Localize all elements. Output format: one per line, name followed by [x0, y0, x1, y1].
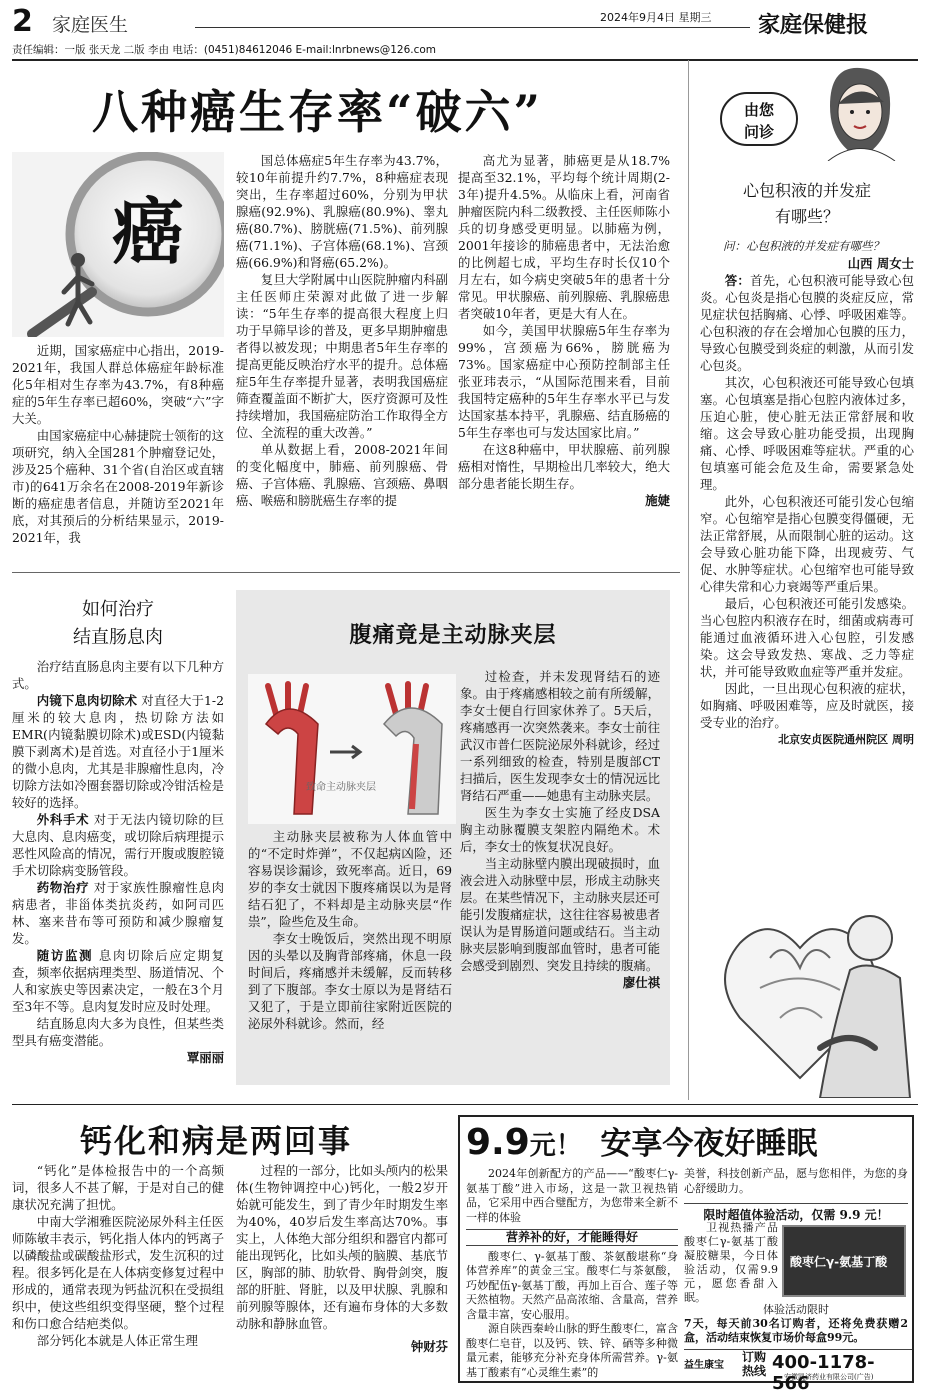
ad-order-label-2: 热线	[742, 1364, 767, 1378]
header-rule	[195, 27, 750, 28]
ad-product-text	[684, 1221, 778, 1303]
polyp-body	[12, 658, 224, 1098]
ad-limit: 7天，每天前30名订购者，还将免费获赠2盒，活动结束恢复市场价每盒99元。	[684, 1317, 908, 1344]
aorta-author: 廖仕祺	[622, 975, 660, 990]
calc-paragraph: “钙化”是体检报告中的一个高频词，很多人不甚了解，于是对自己的健康状况充满了担忧。	[12, 1163, 224, 1212]
lead-col-1	[12, 342, 224, 552]
lead-title: 八种癌生存率“破六”	[92, 85, 543, 139]
qa-title-line2: 有哪些？	[774, 207, 839, 226]
ad-price-line: 9.9元！ 安享今夜好睡眠	[466, 1122, 818, 1163]
qa-answer-label: 答：	[724, 273, 751, 288]
ad-order-label-1: 订购	[742, 1350, 767, 1364]
ad-product-desc: 卫视热播产品酸枣仁γ-氨基丁酸凝胶糖果，今日体验活动，仅需9.9元，愿您香甜入眠。	[684, 1221, 778, 1303]
bottom-divider	[12, 1104, 918, 1105]
calc-paragraph: 部分钙化本就是人体正常生理	[36, 1333, 198, 1348]
ad-promo: 限时超值体验活动，仅需 9.9 元！	[684, 1203, 908, 1223]
ad-order-label	[742, 1350, 766, 1378]
ad-body: 酸枣仁、γ-氨基丁酸、茶氨酸堪称“身体营养库”的黄金三宝。酸枣仁与茶氨酸，巧妙配伍γ-氨基丁酸，再加上百合、莲子等天然植物。天然产品高浓缩、含量高，营养含量丰富，安心服用。	[466, 1249, 678, 1321]
polyp-item-text: 息肉切除后应定期复查，频率依据病理类型、肠道情况、个人和家族史等因素决定，一般在3个月至3年不等。息肉复发时应及时处理。	[12, 948, 224, 1014]
ad-product-box	[782, 1225, 906, 1297]
qa-badge	[720, 92, 798, 146]
ad-slogan: 安享今夜好睡眠	[600, 1126, 818, 1162]
cancer-character: 癌	[112, 189, 185, 274]
lead-paragraph: 国总体癌症5年生存率为43.7%，较10年前提升约7.7%，8种癌症表现突出，生存率超过60%，分别为甲状腺癌(92.9%)、乳腺癌(80.9%)、睾丸癌(80.7%)、膀胱癌(71.5%)、前列腺癌(71.1%)、子宫体癌(68.1%)、宫颈癌(66.9%)和肾癌(65.2%)。	[236, 153, 448, 270]
qa-answer: 此外，心包积液还可能引发心包缩窄。心包缩窄是指心包膜变得僵硬，无法正常舒展，从而限制心脏的运动。这会导致心脏功能下降，出现疲劳、气促、水肿等症状。心包缩窄也可能导致心律失常和心力衰竭等严重后果。	[700, 494, 914, 594]
calc-col-1	[12, 1162, 224, 1384]
heart-pain-illustration	[700, 898, 914, 1098]
polyp-item-label: 外科手术	[36, 812, 90, 827]
page-number: 2	[12, 4, 33, 39]
ad-time-label: 体验活动限时	[763, 1303, 829, 1316]
qa-asker: 山西 周女士	[847, 256, 914, 271]
aorta-col-left	[248, 828, 452, 1078]
ad-price-unit: 元	[529, 1131, 556, 1161]
qa-title-line1: 心包积液的并发症	[742, 181, 871, 200]
polyp-author: 覃丽丽	[186, 1050, 224, 1065]
aorta-paragraph: 李女士晚饭后，突然出现不明原因的头晕以及胸背部疼痛，休息一段时间后，疼痛感并未缓解，反而转移到了下腹部。李女士原以为是肾结石又犯了，于是立即前往家附近医院的泌尿外科就诊。然而，经	[248, 931, 452, 1031]
qa-badge-line1: 由您	[743, 101, 774, 119]
lead-paragraph: 在这8种癌中，甲状腺癌、前列腺癌相对惰性，早期检出几率较大，绝大部分患者能长期生存。	[458, 442, 670, 491]
ad-subtitle: 营养补的好，才能睡得好	[466, 1229, 678, 1246]
qa-answer: 首先，心包积液可能导致心包炎。心包炎是指心包膜的炎症反应，常见症状包括胸痛、心悸、呼吸困难等。心包积液的存在会增加心包膜的压力，导致心包膜受到炎症的刺激，从而引发心包炎。	[700, 273, 914, 373]
calc-col-2	[236, 1162, 448, 1384]
aorta-figure-caption: 致命主动脉夹层	[306, 782, 376, 793]
lead-paragraph: 高尤为显著，肺癌更是从18.7%提高至32.1%，平均每个统计周期(2-3年)提升4.5%。从临床上看，河南省肿瘤医院内科二级教授、主任医师陈小兵的切身感受更明显。以肺癌为例，2001年接诊的肺癌患者中，无法治愈的比例超七成，平均生存时长仅10个月左右，如今病史突破5年的患者十分常见。甲状腺癌、前列腺癌、乳腺癌患者突破10年者，更是大有人在。	[458, 153, 670, 321]
qa-question: 问：心包积液的并发症有哪些？	[723, 239, 884, 253]
calc-paragraph: 中南大学湘雅医院泌尿外科主任医师陈敏丰表示，钙化指人体内的钙离子以磷酸盐或碳酸盐形式，发生沉积的过程。很多钙化是在人体病变修复过程中形成的，通常表现为钙盐沉积在受损组织中，使这些组织变得坚硬，整个过程和伤口愈合结疤类似。	[12, 1214, 224, 1331]
ad-body: 源自陕西秦岭山脉的野生酸枣仁，富含酸枣仁皂苷，以及钙、铁、锌、硒等多种微量元素，能够充分补充身体所需营养。γ-氨基丁酸素有“心灵维生素”的	[466, 1322, 678, 1379]
lead-author: 施婕	[645, 493, 670, 508]
aorta-figure	[248, 674, 456, 824]
qa-body	[700, 238, 914, 883]
polyp-item-label: 随访监测	[36, 948, 94, 963]
calc-paragraph: 过程的一部分，比如头颅内的松果体(生物钟调控中心)钙化，一般2岁开始就可能发生，到了青少年时期发生率为40%，40岁后发生率高达70%。事实上，人体绝大部分组织和器官内都可能出现钙化，比如头颅的脑膜、基底节区，胸部的肺、肋软骨、胸骨剑突，腹部的肝脏、肾脏，以及甲状腺、乳腺和前列腺等腺体，还有遍布身体的大多数动脉和静脉血管。	[236, 1163, 448, 1331]
aorta-col-right	[460, 668, 660, 1078]
ad-brand: 益生康宝	[684, 1360, 724, 1371]
ad-company: 安徽凯济药业有限公司(广告)	[784, 1373, 874, 1381]
section-title: 家庭医生	[52, 14, 129, 36]
polyp-outro: 结直肠息肉大多为良性，但某些类型具有癌变潜能。	[12, 1016, 224, 1048]
calc-author: 钟财芬	[410, 1339, 448, 1354]
ad-right-top: 美誉，科技创新产品，愿与您相伴，为您的身心舒缓助力。	[684, 1167, 908, 1195]
aorta-paragraph: 过检查，并未发现肾结石的迹象。由于疼痛感相较之前有所缓解，李女士便自行回家休养了。5天后，疼痛感再一次突然袭来。李女士前往武汉市普仁医院泌尿外科就诊，经过一系列细致的检查，特别是腹部CT扫描后，医生发现李女士的情况远比肾结石严重——她患有主动脉夹层。	[460, 669, 660, 803]
column-divider	[688, 60, 689, 1100]
lead-paragraph: 近期，国家癌症中心指出，2019-2021年，我国人群总体癌症年龄标准化5年相对生存率为43.7%，有8种癌症的5年生存率已超60%，突破“六”字大关。	[12, 343, 224, 426]
polyp-title-line2: 结直肠息肉	[73, 627, 163, 648]
ad-product-label: 酸枣仁γ-氨基丁酸	[790, 1255, 888, 1269]
polyp-title-line1: 如何治疗	[82, 599, 154, 620]
polyp-item-text: 对于家族性腺瘤性息肉病患者，非甾体类抗炎药，如阿司匹林、塞来昔布等可预防和减少腺瘤复发。	[12, 880, 224, 946]
lead-image	[12, 152, 224, 337]
lead-paragraph: 如今，美国甲状腺癌5年生存率为99%，宫颈癌为66%，膀胱癌为73%。国家癌症中心预防控制部主任张亚玮表示，“从国际范围来看，目前我国特定癌种的5年生存率水平已与发达国家基本持平，乳腺癌、结直肠癌的5年生存率也可与发达国家比肩。”	[458, 323, 670, 440]
polyp-item-label: 药物治疗	[36, 880, 90, 895]
editor-line: 责任编辑：一版 张天龙 二版 李由 电话：(0451)84612046 E-mail:lnrbnews@126.com	[12, 42, 918, 61]
qa-title	[700, 178, 914, 230]
aorta-icon	[248, 674, 456, 824]
section-divider	[12, 572, 680, 573]
qa-answer: 因此，一旦出现心包积液的症状，如胸痛、呼吸困难等，应及时就医，接受专业的治疗。	[700, 681, 914, 730]
ad-limit-box	[684, 1303, 908, 1347]
ad-order-bar	[684, 1349, 912, 1390]
qa-author: 北京安贞医院通州院区 周明	[778, 733, 914, 746]
calc-title: 钙化和病是两回事	[80, 1122, 353, 1160]
polyp-intro: 治疗结直肠息肉主要有以下几种方式。	[12, 659, 224, 691]
lead-col-3	[458, 152, 670, 552]
polyp-item-label: 内镜下息肉切除术	[36, 693, 138, 708]
aorta-paragraph: 主动脉夹层被称为人体血管中的“不定时炸弹”，不仅起病凶险，还容易误诊漏诊，致死率高。近日，69岁的李女士就因下腹疼痛误以为是肾结石犯了，不料却是主动脉夹层“作祟”，险些危及生命。	[248, 829, 452, 929]
polyp-item-text: 对于无法内镜切除的巨大息肉、息肉癌变，或切除后病理提示恶性风险高的情况，需行开腹或腹腔镜手术切除病变肠管段。	[12, 812, 224, 878]
issue-date: 2024年9月4日 星期三	[600, 11, 712, 24]
qa-badge-line2: 问诊	[743, 123, 774, 141]
ad-hotline: 400-1178-566	[772, 1352, 875, 1390]
aorta-paragraph: 医生为李女士实施了经皮DSA胸主动脉覆膜支架腔内隔绝术。术后，李女士的恢复状况良好。	[460, 805, 660, 854]
lead-paragraph: 单从数据上看，2008-2021年间的变化幅度中，肺癌、前列腺癌、骨癌、子宫体癌、乳腺癌、宫颈癌、鼻咽癌、喉癌和膀胱癌生存率的提	[236, 442, 448, 508]
ad-price: 9.9	[466, 1122, 530, 1163]
qa-answer: 其次，心包积液还可能导致心包填塞。心包填塞是指心包腔内液体过多，压迫心脏，使心脏无法正常舒展和收缩。这会导致心脏功能受损，出现胸痛、心悸、呼吸困难等症状。严重的心包填塞可能会危及生命，需要紧急处理。	[700, 375, 914, 492]
doctor-illustration	[800, 56, 910, 161]
lead-col-2	[236, 152, 448, 552]
polyp-title	[12, 596, 224, 652]
ad-box	[458, 1115, 914, 1390]
paper-name: 家庭保健报	[758, 12, 869, 38]
ad-intro: 2024年创新配方的产品——“酸枣仁γ-氨基丁酸”进入市场，这是一款卫视热销品，它采用中西合璧配方，为您带来全新不一样的体验	[466, 1167, 678, 1224]
ad-left-col	[466, 1167, 678, 1379]
qa-answer: 最后，心包积液还可能引发感染。当心包腔内积液存在时，细菌或病毒可能通过血液循环进入心包腔，引发感染。这会导致发热、寒战、乏力等症状，并可能导致败血症等严重并发症。	[700, 596, 914, 679]
aorta-title: 腹痛竟是主动脉夹层	[349, 622, 557, 648]
polyp-item-text: 对直径大于1-2厘米的较大息肉，热切除方法如EMR(内镜黏膜切除术)或ESD(内镜黏膜下剥离术)是首选。对直径小于1厘米的微小息肉，尤其是非腺瘤性息肉，冷切除方法如冷圈套器切除或冷钳活检是较好的选择。	[12, 693, 224, 810]
aorta-paragraph: 当主动脉壁内膜出现破损时，血液会进入动脉壁中层，形成主动脉夹层。在某些情况下，主动脉夹层还可能引发腹痛症状，这往往容易被患者误认为是胃肠道问题或结石。当主动脉夹层影响到腹部血管时，患者可能会感受到剧烈、突发且持续的腹痛。	[460, 856, 660, 973]
lead-paragraph: 复旦大学附属中山医院肿瘤内科副主任医师庄荣源对此做了进一步解读：“5年生存率的提高很大程度上归功于早筛早诊的普及，更多早期肿瘤患者得以被发现；中期患者5年生存率的提高更能反映治疗水平的提升。总体癌症5年生存率提升显著，表明我国癌症筛查覆盖面不断扩大，医疗资源可及性持续增加，我国癌症防治工作取得全方位、全流程的重大改善。”	[236, 272, 448, 440]
lead-paragraph: 由国家癌症中心赫捷院士领衔的这项研究，纳入全国281个肿瘤登记处，涉及25个癌种、31个省(自治区或直辖市)的641万余名在2008-2019年新诊断的癌症患者信息，并随访至2021年底，对其预后的分析结果显示，2019-2021年，我	[12, 428, 224, 545]
